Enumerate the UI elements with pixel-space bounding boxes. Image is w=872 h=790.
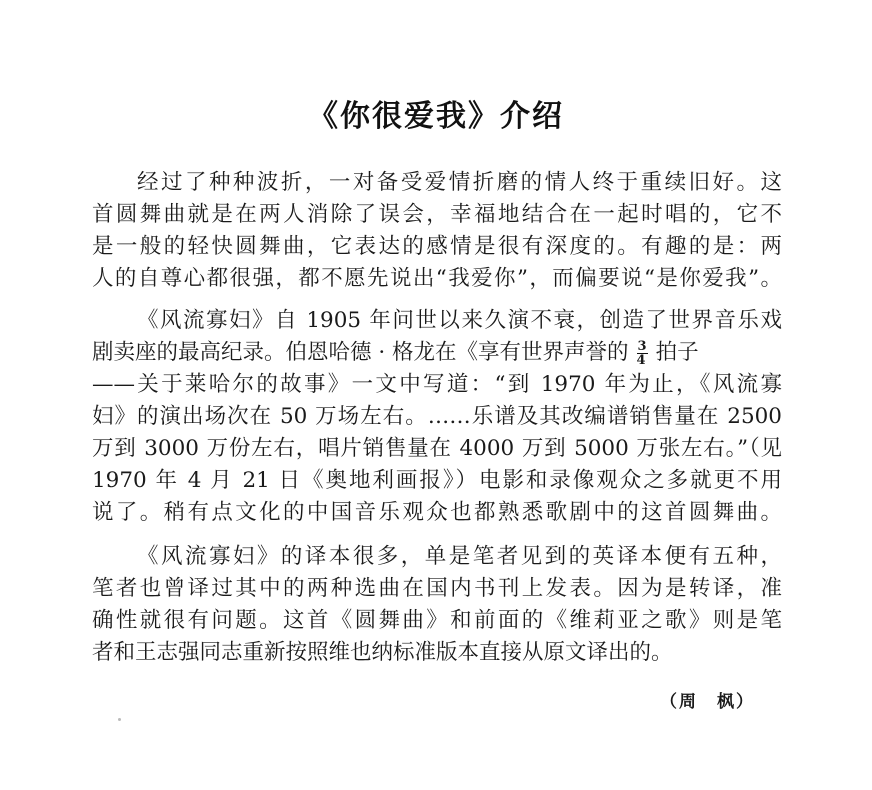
- fraction-denominator: 4: [636, 352, 646, 368]
- time-signature-fraction: [637, 340, 648, 367]
- author-signature: （周 枫）: [660, 692, 755, 712]
- paragraph-line: 1970 年 4 月 21 日《奥地利画报》）电影和录像观众之多就更不用: [92, 468, 782, 493]
- paragraph-line: 《风流寡妇》的译本很多，单是笔者见到的英译本便有五种，: [137, 544, 782, 569]
- page-title: 《你很爱我》介绍: [308, 99, 564, 134]
- paragraph-line: 者和王志强同志重新按照维也纳标准版本直接从原文译出的。: [92, 640, 673, 665]
- fraction-numerator: 3: [637, 338, 647, 354]
- paragraph-line: 笔者也曾译过其中的两种选曲在国内书刊上发表。因为是转译，准: [92, 576, 782, 601]
- paragraph-line: 《风流寡妇》自 1905 年问世以来久演不衰，创造了世界音乐戏: [137, 308, 782, 333]
- paragraph-line: 说了。稍有点文化的中国音乐观众也都熟悉歌剧中的这首圆舞曲。: [92, 500, 782, 525]
- paragraph-line: 人的自尊心都很强，都不愿先说出“我爱你”，而偏要说“是你爱我”。: [92, 266, 782, 291]
- paragraph-line: 经过了种种波折，一对备受爱情折磨的情人终于重续旧好。这: [137, 170, 782, 195]
- paragraph-line-with-fraction: [92, 337, 782, 369]
- line-text: 剧卖座的最高纪录。伯恩哈德 · 格龙在《享有世界声誉的: [92, 340, 629, 365]
- scan-speck: [118, 718, 121, 721]
- paragraph-line: 是一般的轻快圆舞曲，它表达的感情是很有深度的。有趣的是：两: [92, 234, 782, 259]
- paragraph-line: ——关于莱哈尔的故事》一文中写道：“到 1970 年为止，《风流寡: [92, 372, 782, 397]
- paragraph-line: 万到 3000 万份左右，唱片销售量在 4000 万到 5000 万张左右。”（见: [92, 436, 782, 461]
- paragraph-line: 妇》的演出场次在 50 万场左右。……乐谱及其改编谱销售量在 2500: [92, 404, 782, 429]
- line-text: 拍子: [655, 340, 699, 365]
- paragraph-line: 确性就很有问题。这首《圆舞曲》和前面的《维莉亚之歌》则是笔: [92, 608, 782, 633]
- paragraph-line: 首圆舞曲就是在两人消除了误会，幸福地结合在一起时唱的，它不: [92, 202, 782, 227]
